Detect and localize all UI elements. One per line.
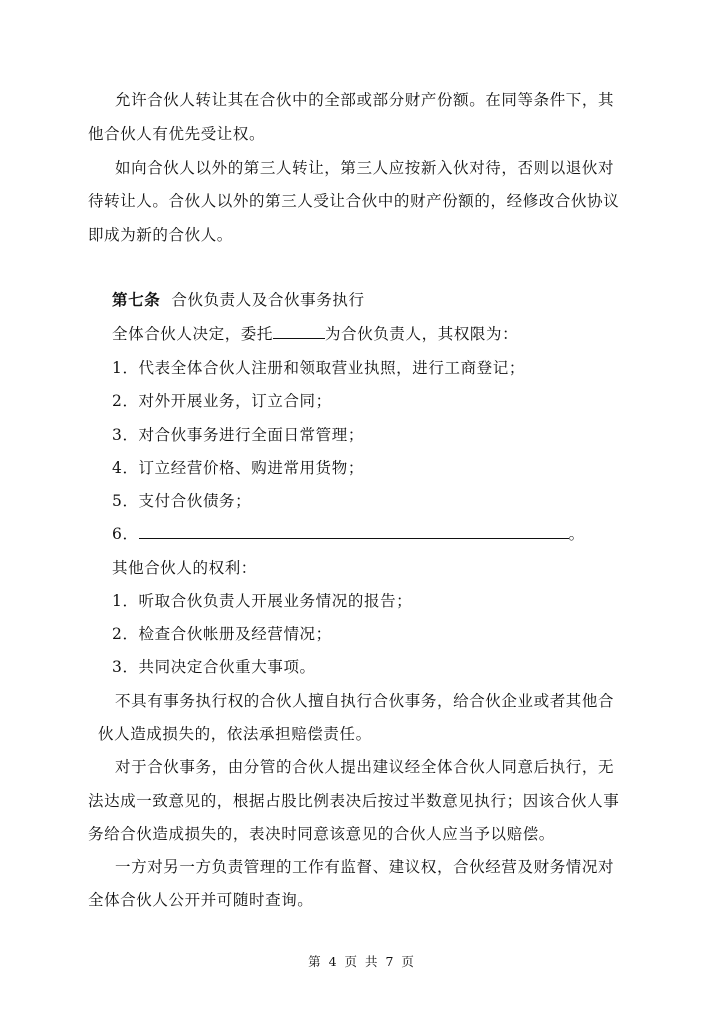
fill-in-blank[interactable]	[273, 323, 325, 340]
intro-text-a: 全体合伙人决定，委托	[112, 325, 274, 343]
item6-prefix: 6．	[112, 525, 139, 543]
intro-text-b: 为合伙负责人，其权限为：	[325, 325, 519, 343]
paragraph-line: 待转让人。合伙人以外的第三人受让合伙中的财产份额的，经修改合伙协议	[88, 192, 620, 210]
subheading: 其他合伙人的权利：	[112, 559, 257, 577]
list-item: 5．支付合伙债务；	[112, 492, 252, 510]
paragraph-line: 允许合伙人转让其在合伙中的全部或部分财产份额。在同等条件下，其	[115, 91, 615, 109]
paragraph-line: 如向合伙人以外的第三人转让，第三人应按新入伙对待，否则以退伙对	[115, 159, 615, 177]
list-item: 1．听取合伙负责人开展业务情况的报告；	[112, 592, 413, 610]
paragraph-line: 他合伙人有优先受让权。	[88, 125, 266, 143]
list-item: 2．对外开展业务，订立合同；	[112, 392, 332, 410]
list-item: 3．共同决定合伙重大事项。	[112, 658, 316, 676]
paragraph-line: 全体合伙人公开并可随时查询。	[88, 891, 314, 909]
paragraph-line: 不具有事务执行权的合伙人擅自执行合伙事务，给合伙企业或者其他合	[115, 692, 615, 710]
article-intro	[112, 322, 724, 344]
article-heading	[112, 288, 724, 310]
list-item: 4．订立经营价格、购进常用货物；	[112, 459, 364, 477]
paragraph-line: 即成为新的合伙人。	[88, 226, 233, 244]
fill-in-blank[interactable]	[139, 523, 569, 540]
list-item: 3．对合伙事务进行全面日常管理；	[112, 426, 364, 444]
list-item: 2．检查合伙帐册及经营情况；	[112, 625, 332, 643]
item6-suffix: 。	[568, 525, 585, 543]
paragraph-line: 一方对另一方负责管理的工作有监督、建议权，合伙经营及财务情况对	[115, 858, 615, 876]
article-title: 合伙负责人及合伙事务执行	[171, 291, 365, 309]
list-item-blank	[112, 522, 724, 544]
paragraph-line: 伙人造成损失的，依法承担赔偿责任。	[98, 725, 372, 743]
article-number: 第七条	[112, 290, 161, 309]
paragraph-line: 对于合伙事务，由分管的合伙人提出建议经全体合伙人同意后执行，无	[115, 758, 615, 776]
list-item: 1．代表全体合伙人注册和领取营业执照，进行工商登记；	[112, 359, 525, 377]
page-footer: 第 4 页 共 7 页	[308, 954, 416, 969]
paragraph-line: 法达成一致意见的，根据占股比例表决后按过半数意见执行；因该合伙人事	[88, 792, 620, 810]
paragraph-line: 务给合伙造成损失的，表决时同意该意见的合伙人应当予以赔偿。	[88, 825, 555, 843]
